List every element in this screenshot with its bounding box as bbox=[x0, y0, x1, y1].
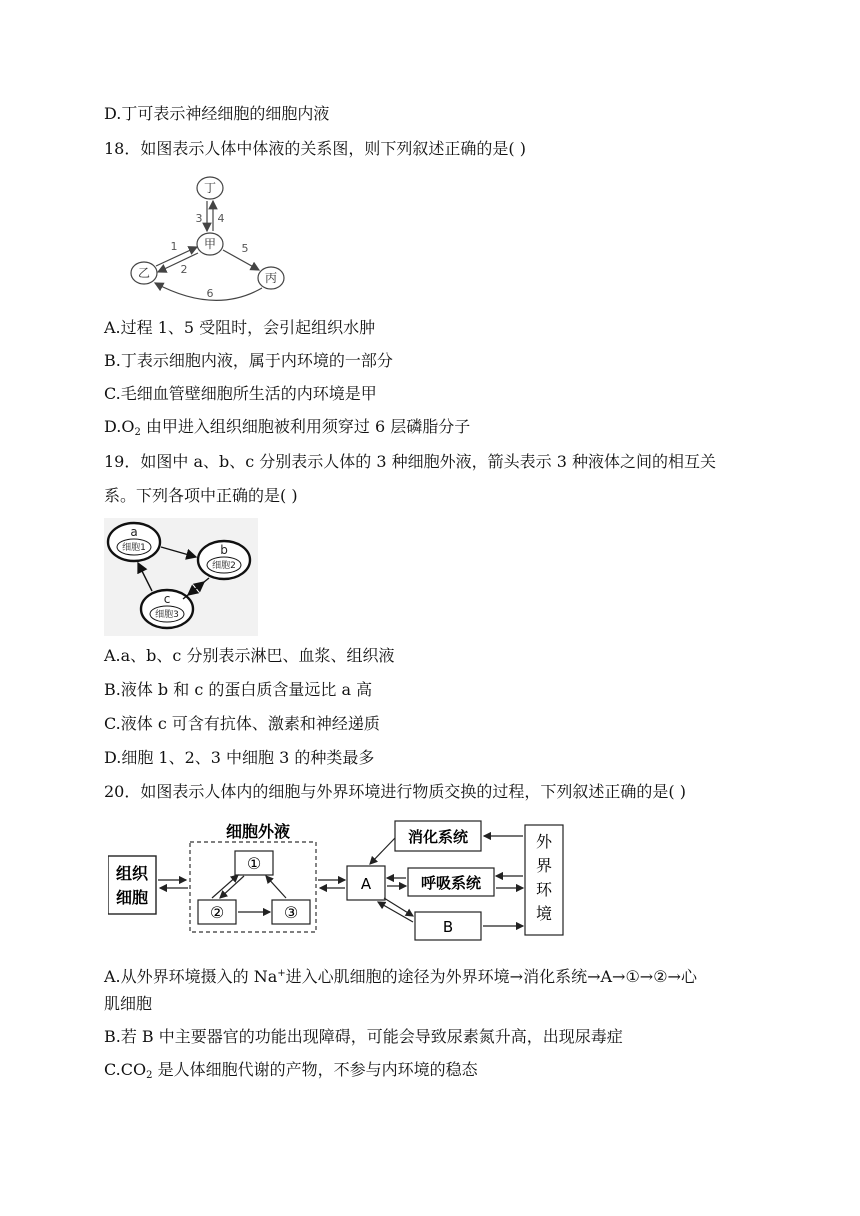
arrow-label-3: 3 bbox=[195, 212, 203, 225]
q18-option-d: $D.O_2$ 由甲进入组织细胞被利用须穿过 6 层磷脂分子 bbox=[104, 417, 471, 438]
fluid-c-label: c bbox=[163, 592, 171, 606]
arrow-label-6: 6 bbox=[206, 287, 214, 300]
q20-stem: 20．如图表示人体内的细胞与外界环境进行物质交换的过程，下列叙述正确的是( ) bbox=[104, 782, 686, 801]
q19-option-a: A.a、b、c 分别表示淋巴、血浆、组织液 bbox=[104, 646, 395, 665]
q18-option-a: A.过程 1、5 受阻时，会引起组织水肿 bbox=[104, 318, 376, 337]
node-yi: 乙 bbox=[137, 266, 151, 280]
q20-option-a-line1: A.从外界环境摄入的 Na+进入心肌细胞的途径为外界环境→消化系统→A→①→②→心 bbox=[104, 967, 697, 986]
fluid-a-label: a bbox=[130, 525, 138, 539]
q18-diagram bbox=[120, 170, 300, 305]
q17-option-d: D.丁可表示神经细胞的细胞内液 bbox=[104, 104, 330, 123]
node-B: B bbox=[442, 918, 454, 936]
node-ding: 丁 bbox=[203, 181, 217, 195]
fluid-b-label: b bbox=[220, 543, 228, 557]
node-1: ① bbox=[246, 854, 262, 873]
q18-stem: 18．如图表示人体中体液的关系图，则下列叙述正确的是( ) bbox=[104, 139, 526, 158]
cell-2-label: 细胞2 bbox=[212, 561, 236, 571]
arrow-label-5: 5 bbox=[241, 242, 249, 255]
node-3: ③ bbox=[283, 903, 299, 922]
q18-option-c: C.毛细血管壁细胞所生活的内环境是甲 bbox=[104, 384, 377, 403]
node-jia: 甲 bbox=[203, 237, 217, 251]
q20-option-b: B.若 B 中主要器官的功能出现障碍，可能会导致尿素氮升高，出现尿毒症 bbox=[104, 1027, 623, 1046]
external-env-4: 境 bbox=[535, 904, 553, 923]
cell-3-label: 细胞3 bbox=[155, 610, 179, 620]
digestive-system: 消化系统 bbox=[407, 828, 469, 846]
tissue-cell-line1: 组织 bbox=[115, 864, 149, 883]
q19-option-b: B.液体 b 和 c 的蛋白质含量远比 a 高 bbox=[104, 680, 373, 699]
external-env-2: 界 bbox=[535, 856, 553, 875]
tissue-cell-line2: 细胞 bbox=[115, 888, 149, 907]
node-A: A bbox=[360, 875, 372, 893]
node-bing: 丙 bbox=[264, 271, 278, 285]
q19-diagram bbox=[104, 518, 258, 636]
cell-1-label: 细胞1 bbox=[122, 543, 146, 553]
q20-diagram bbox=[108, 812, 582, 946]
arrow-label-1: 1 bbox=[170, 240, 178, 253]
q19-option-c: C.液体 c 可含有抗体、激素和神经递质 bbox=[104, 714, 380, 733]
q19-option-d: D.细胞 1、2、3 中细胞 3 的种类最多 bbox=[104, 748, 375, 767]
q19-stem-line2: 系。下列各项中正确的是( ) bbox=[104, 486, 298, 505]
node-2: ② bbox=[209, 903, 225, 922]
q20-option-a-line2: 肌细胞 bbox=[104, 994, 153, 1013]
arrow-label-2: 2 bbox=[180, 263, 188, 276]
external-env-3: 环 bbox=[535, 880, 553, 899]
external-env-1: 外 bbox=[535, 832, 553, 851]
q19-stem-line1: 19．如图中 a、b、c 分别表示人体的 3 种细胞外液，箭头表示 3 种液体之间的相互关 bbox=[104, 452, 716, 471]
q20-option-c: $C.CO_2$ 是人体细胞代谢的产物，不参与内环境的稳态 bbox=[104, 1060, 478, 1081]
q18-option-b: B.丁表示细胞内液，属于内环境的一部分 bbox=[104, 351, 393, 370]
extracellular-title: 细胞外液 bbox=[225, 822, 291, 841]
arrow-label-4: 4 bbox=[217, 212, 225, 225]
respiratory-system: 呼吸系统 bbox=[420, 874, 482, 892]
